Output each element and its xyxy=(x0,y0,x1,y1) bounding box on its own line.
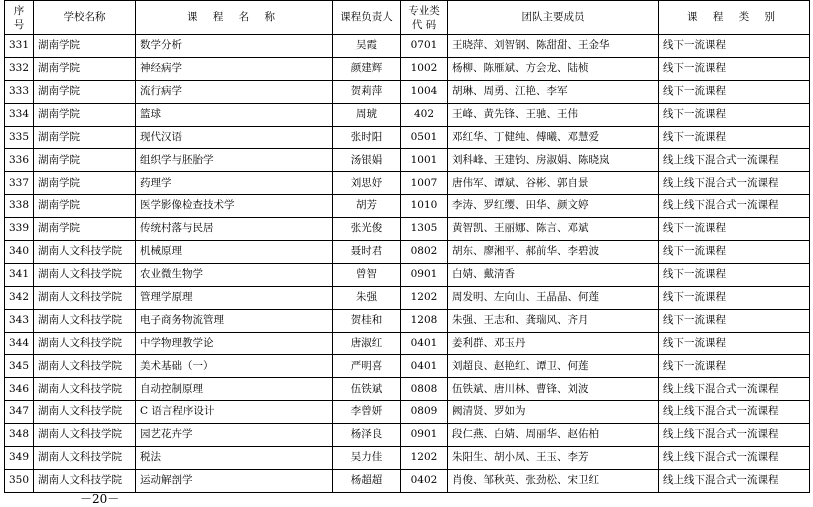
cell-school: 湖南人文科技学院 xyxy=(34,424,136,447)
cell-lead: 周琥 xyxy=(333,103,401,126)
course-table xyxy=(4,0,810,493)
cell-lead: 吴力佳 xyxy=(333,447,401,470)
header-members: 团队主要成员 xyxy=(448,1,659,35)
cell-school: 湖南学院 xyxy=(34,57,136,80)
cell-lead: 严明喜 xyxy=(333,355,401,378)
cell-code: 0401 xyxy=(401,355,448,378)
cell-school: 湖南人文科技学院 xyxy=(34,309,136,332)
cell-code: 1010 xyxy=(401,195,448,218)
header-row xyxy=(5,1,810,35)
cell-members: 白婧、戴清香 xyxy=(448,263,659,286)
cell-serial-number: 337 xyxy=(5,172,34,195)
table-body xyxy=(5,35,810,493)
cell-school: 湖南学院 xyxy=(34,218,136,241)
cell-type: 线上线下混合式一流课程 xyxy=(659,149,810,172)
cell-course: 医学影像检查技术学 xyxy=(136,195,333,218)
cell-lead: 吴霞 xyxy=(333,35,401,58)
cell-lead: 刘思妤 xyxy=(333,172,401,195)
table-row xyxy=(5,149,810,172)
cell-type: 线上线下混合式一流课程 xyxy=(659,469,810,492)
cell-type: 线下一流课程 xyxy=(659,241,810,264)
cell-school: 湖南人文科技学院 xyxy=(34,447,136,470)
header-serial-line1: 序 xyxy=(13,4,25,17)
cell-type: 线下一流课程 xyxy=(659,35,810,58)
cell-members: 刘科峰、王建钧、房淑娟、陈晓岚 xyxy=(448,149,659,172)
cell-lead: 汤银娟 xyxy=(333,149,401,172)
cell-course: 电子商务物流管理 xyxy=(136,309,333,332)
cell-serial-number: 346 xyxy=(5,378,34,401)
table-row xyxy=(5,218,810,241)
table-row xyxy=(5,401,810,424)
header-type: 课 程 类 别 xyxy=(659,1,810,35)
cell-members: 刘超良、赵艳红、谭卫、何莲 xyxy=(448,355,659,378)
cell-school: 湖南学院 xyxy=(34,195,136,218)
cell-lead: 颜建辉 xyxy=(333,57,401,80)
table-row xyxy=(5,80,810,103)
cell-serial-number: 332 xyxy=(5,57,34,80)
cell-code: 1208 xyxy=(401,309,448,332)
cell-serial-number: 350 xyxy=(5,469,34,492)
cell-serial-number: 334 xyxy=(5,103,34,126)
cell-code: 1001 xyxy=(401,149,448,172)
table-row xyxy=(5,309,810,332)
cell-course: 传统村落与民居 xyxy=(136,218,333,241)
cell-serial-number: 339 xyxy=(5,218,34,241)
table-row xyxy=(5,195,810,218)
cell-lead: 贺莉萍 xyxy=(333,80,401,103)
cell-type: 线下一流课程 xyxy=(659,355,810,378)
cell-members: 周发明、左向山、王晶晶、何莲 xyxy=(448,286,659,309)
cell-school: 湖南学院 xyxy=(34,80,136,103)
cell-members: 胡东、廖湘平、郝前华、李碧波 xyxy=(448,241,659,264)
cell-type: 线上线下混合式一流课程 xyxy=(659,424,810,447)
cell-members: 唐伟军、谭斌、谷彬、郭自景 xyxy=(448,172,659,195)
table-row xyxy=(5,447,810,470)
cell-code: 402 xyxy=(401,103,448,126)
cell-members: 段仁燕、白婧、周丽华、赵佑柏 xyxy=(448,424,659,447)
table-row xyxy=(5,332,810,355)
cell-course: 自动控制原理 xyxy=(136,378,333,401)
cell-code: 0501 xyxy=(401,126,448,149)
table-row xyxy=(5,378,810,401)
table-row xyxy=(5,286,810,309)
cell-lead: 李曾妍 xyxy=(333,401,401,424)
cell-code: 1004 xyxy=(401,80,448,103)
cell-type: 线上线下混合式一流课程 xyxy=(659,172,810,195)
cell-school: 湖南人文科技学院 xyxy=(34,241,136,264)
cell-members: 朱强、王志和、龚瑞风、齐月 xyxy=(448,309,659,332)
cell-members: 朱阳生、胡小凤、王玉、李芳 xyxy=(448,447,659,470)
cell-serial-number: 345 xyxy=(5,355,34,378)
cell-serial-number: 333 xyxy=(5,80,34,103)
cell-serial-number: 347 xyxy=(5,401,34,424)
cell-members: 伍铁斌、唐川林、曹锋、刘波 xyxy=(448,378,659,401)
cell-school: 湖南学院 xyxy=(34,35,136,58)
course-table-sheet xyxy=(4,0,810,493)
cell-course: 组织学与胚胎学 xyxy=(136,149,333,172)
cell-school: 湖南学院 xyxy=(34,126,136,149)
cell-type: 线上线下混合式一流课程 xyxy=(659,401,810,424)
header-course: 课 程 名 称 xyxy=(136,1,333,35)
cell-lead: 唐淑红 xyxy=(333,332,401,355)
cell-course: 管理学原理 xyxy=(136,286,333,309)
cell-course: 美术基础（一） xyxy=(136,355,333,378)
table-row xyxy=(5,103,810,126)
cell-school: 湖南人文科技学院 xyxy=(34,263,136,286)
cell-members: 阙清贤、罗如为 xyxy=(448,401,659,424)
cell-course: 数学分析 xyxy=(136,35,333,58)
cell-course: C 语言程序设计 xyxy=(136,401,333,424)
cell-type: 线下一流课程 xyxy=(659,103,810,126)
cell-serial-number: 344 xyxy=(5,332,34,355)
cell-course: 篮球 xyxy=(136,103,333,126)
cell-lead: 贺桂和 xyxy=(333,309,401,332)
cell-serial-number: 338 xyxy=(5,195,34,218)
cell-course: 税法 xyxy=(136,447,333,470)
cell-code: 0402 xyxy=(401,469,448,492)
cell-school: 湖南人文科技学院 xyxy=(34,332,136,355)
cell-school: 湖南学院 xyxy=(34,172,136,195)
cell-serial-number: 342 xyxy=(5,286,34,309)
cell-school: 湖南人文科技学院 xyxy=(34,401,136,424)
cell-lead: 胡芳 xyxy=(333,195,401,218)
cell-school: 湖南学院 xyxy=(34,149,136,172)
cell-lead: 聂时君 xyxy=(333,241,401,264)
cell-code: 1002 xyxy=(401,57,448,80)
cell-school: 湖南学院 xyxy=(34,103,136,126)
cell-code: 1007 xyxy=(401,172,448,195)
cell-code: 0802 xyxy=(401,241,448,264)
cell-members: 黄智凯、王丽娜、陈言、邓斌 xyxy=(448,218,659,241)
table-row xyxy=(5,57,810,80)
cell-type: 线上线下混合式一流课程 xyxy=(659,447,810,470)
cell-members: 姜利群、邓玉丹 xyxy=(448,332,659,355)
cell-school: 湖南人文科技学院 xyxy=(34,355,136,378)
cell-school: 湖南人文科技学院 xyxy=(34,469,136,492)
header-code xyxy=(401,1,448,35)
cell-lead: 伍铁斌 xyxy=(333,378,401,401)
cell-course: 园艺花卉学 xyxy=(136,424,333,447)
cell-members: 肖俊、邹秋英、张劲松、宋卫红 xyxy=(448,469,659,492)
cell-type: 线下一流课程 xyxy=(659,80,810,103)
cell-members: 李涛、罗红缨、田华、颜文婷 xyxy=(448,195,659,218)
cell-members: 王晓萍、刘智钢、陈甜甜、王金华 xyxy=(448,35,659,58)
cell-course: 现代汉语 xyxy=(136,126,333,149)
cell-code: 0808 xyxy=(401,378,448,401)
cell-serial-number: 336 xyxy=(5,149,34,172)
cell-type: 线下一流课程 xyxy=(659,309,810,332)
cell-course: 流行病学 xyxy=(136,80,333,103)
cell-lead: 曾智 xyxy=(333,263,401,286)
table-row xyxy=(5,263,810,286)
cell-lead: 朱强 xyxy=(333,286,401,309)
cell-school: 湖南人文科技学院 xyxy=(34,286,136,309)
cell-serial-number: 349 xyxy=(5,447,34,470)
cell-serial-number: 335 xyxy=(5,126,34,149)
cell-code: 0701 xyxy=(401,35,448,58)
cell-code: 1305 xyxy=(401,218,448,241)
cell-type: 线下一流课程 xyxy=(659,57,810,80)
header-lead: 课程负责人 xyxy=(333,1,401,35)
cell-type: 线上线下混合式一流课程 xyxy=(659,195,810,218)
cell-course: 药理学 xyxy=(136,172,333,195)
cell-members: 胡琳、周勇、江艳、李军 xyxy=(448,80,659,103)
cell-type: 线下一流课程 xyxy=(659,218,810,241)
cell-course: 农业微生物学 xyxy=(136,263,333,286)
cell-type: 线下一流课程 xyxy=(659,286,810,309)
cell-code: 0901 xyxy=(401,263,448,286)
cell-serial-number: 348 xyxy=(5,424,34,447)
cell-code: 0901 xyxy=(401,424,448,447)
cell-lead: 张光俊 xyxy=(333,218,401,241)
page-number: －20－ xyxy=(80,492,120,506)
cell-lead: 杨泽良 xyxy=(333,424,401,447)
header-serial-number xyxy=(5,1,34,35)
cell-course: 运动解剖学 xyxy=(136,469,333,492)
cell-lead: 杨超超 xyxy=(333,469,401,492)
cell-course: 神经病学 xyxy=(136,57,333,80)
cell-members: 邓红华、丁健纯、傅曦、邓慧爱 xyxy=(448,126,659,149)
table-header xyxy=(5,1,810,35)
header-school: 学校名称 xyxy=(34,1,136,35)
cell-course: 机械原理 xyxy=(136,241,333,264)
cell-members: 杨柳、陈雁斌、方会龙、陆桢 xyxy=(448,57,659,80)
table-row xyxy=(5,355,810,378)
cell-serial-number: 331 xyxy=(5,35,34,58)
cell-code: 1202 xyxy=(401,447,448,470)
table-row xyxy=(5,172,810,195)
table-row xyxy=(5,35,810,58)
table-row xyxy=(5,126,810,149)
table-row xyxy=(5,424,810,447)
header-code-line1: 专业类 xyxy=(408,4,440,17)
cell-serial-number: 341 xyxy=(5,263,34,286)
cell-type: 线下一流课程 xyxy=(659,126,810,149)
cell-type: 线下一流课程 xyxy=(659,332,810,355)
cell-serial-number: 340 xyxy=(5,241,34,264)
cell-code: 1202 xyxy=(401,286,448,309)
cell-type: 线上线下混合式一流课程 xyxy=(659,378,810,401)
cell-code: 0809 xyxy=(401,401,448,424)
header-serial-line2: 号 xyxy=(13,18,25,31)
cell-serial-number: 343 xyxy=(5,309,34,332)
cell-members: 王峰、黄先锋、王驰、王伟 xyxy=(448,103,659,126)
table-row xyxy=(5,469,810,492)
cell-type: 线下一流课程 xyxy=(659,263,810,286)
header-code-line2: 代 码 xyxy=(411,18,437,31)
cell-code: 0401 xyxy=(401,332,448,355)
table-row xyxy=(5,241,810,264)
cell-course: 中学物理教学论 xyxy=(136,332,333,355)
cell-school: 湖南人文科技学院 xyxy=(34,378,136,401)
cell-lead: 张时阳 xyxy=(333,126,401,149)
